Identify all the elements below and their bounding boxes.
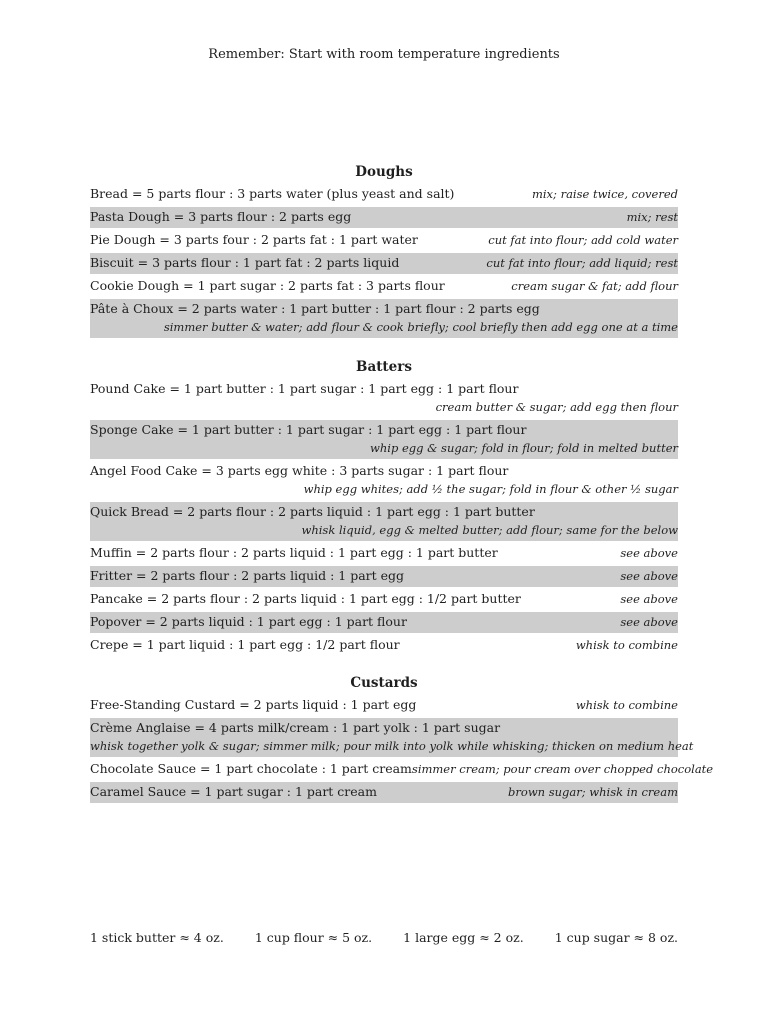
ratio-row-fritter — [90, 566, 678, 587]
method-note: whisk to combine — [575, 638, 678, 652]
ratio-row-caramel-sauce — [90, 782, 678, 803]
method-note: see above — [620, 615, 678, 629]
method-note: simmer butter & water; add flour & cook briefly; cool briefly then add egg one at a time — [163, 320, 678, 334]
ratio-formula: Chocolate Sauce = 1 part chocolate : 1 part cream — [90, 761, 412, 776]
ratio-formula: Popover = 2 parts liquid : 1 part egg : 1 part flour — [90, 614, 407, 629]
method-note: see above — [620, 569, 678, 583]
ratio-row-pound-cake — [90, 379, 678, 418]
batters-section — [90, 357, 678, 658]
ratio-formula: Pâte à Choux = 2 parts water : 1 part butter : 1 part flour : 2 parts egg — [90, 301, 540, 316]
conversion-flour: 1 cup flour ≈ 5 oz. — [254, 930, 373, 945]
ratio-formula: Angel Food Cake = 3 parts egg white : 3 parts sugar : 1 part flour — [90, 463, 509, 478]
ratio-row-pie-dough — [90, 230, 678, 251]
method-note: whip egg whites; add ½ the sugar; fold in flour & other ½ sugar — [303, 482, 678, 496]
conversion-sugar: 1 cup sugar ≈ 8 oz. — [554, 930, 678, 945]
method-note: cut fat into flour; add liquid; rest — [486, 256, 678, 270]
ratio-formula: Biscuit = 3 parts flour : 1 part fat : 2 parts liquid — [90, 255, 400, 270]
ratio-formula: Pancake = 2 parts flour : 2 parts liquid : 1 part egg : 1/2 part butter — [90, 591, 521, 606]
ratio-row-pancake — [90, 589, 678, 610]
ratio-row-bread — [90, 184, 678, 205]
ratio-row-muffin — [90, 543, 678, 564]
doughs-section — [90, 162, 678, 340]
method-note: mix; rest — [626, 210, 678, 224]
ratio-row-pate-a-choux — [90, 299, 678, 338]
method-note: cream butter & sugar; add egg then flour — [435, 400, 678, 414]
ratio-row-quick-bread — [90, 502, 678, 541]
ratio-row-free-standing-custard — [90, 695, 678, 716]
ratio-formula: Crème Anglaise = 4 parts milk/cream : 1 part yolk : 1 part sugar — [90, 720, 501, 735]
ratio-row-chocolate-sauce — [90, 759, 714, 780]
conversion-butter: 1 stick butter ≈ 4 oz. — [90, 930, 224, 945]
method-note: simmer cream; pour cream over chopped chocolate — [411, 762, 714, 776]
ratio-formula: Caramel Sauce = 1 part sugar : 1 part cream — [90, 784, 377, 799]
ratio-row-cookie-dough — [90, 276, 678, 297]
method-note: see above — [620, 546, 678, 560]
ratio-row-pasta-dough — [90, 207, 678, 228]
ratio-formula: Crepe = 1 part liquid : 1 part egg : 1/2 part flour — [90, 637, 400, 652]
ratio-row-popover — [90, 612, 678, 633]
ratio-row-creme-anglaise — [90, 718, 694, 757]
ratio-row-biscuit — [90, 253, 678, 274]
ratio-formula: Free-Standing Custard = 2 parts liquid : 1 part egg — [90, 697, 417, 712]
method-note: whisk together yolk & sugar; simmer milk; pour milk into yolk while whisking; thicken on medium heat — [90, 739, 694, 753]
ratio-formula: Cookie Dough = 1 part sugar : 2 parts fat : 3 parts flour — [90, 278, 445, 293]
ratio-formula: Pound Cake = 1 part butter : 1 part sugar : 1 part egg : 1 part flour — [90, 381, 519, 396]
section-title: Batters — [356, 359, 412, 375]
method-note: brown sugar; whisk in cream — [508, 785, 678, 799]
weight-conversions — [90, 930, 678, 945]
conversion-egg: 1 large egg ≈ 2 oz. — [403, 930, 524, 945]
ratio-formula: Fritter = 2 parts flour : 2 parts liquid : 1 part egg — [90, 568, 405, 583]
ratio-formula: Pie Dough = 3 parts four : 2 parts fat : 1 part water — [90, 232, 418, 247]
ratio-row-crepe — [90, 635, 678, 656]
ratio-formula: Quick Bread = 2 parts flour : 2 parts liquid : 1 part egg : 1 part butter — [90, 504, 535, 519]
ratio-formula: Bread = 5 parts flour : 3 parts water (plus yeast and salt) — [90, 186, 455, 201]
ratio-row-angel-food-cake — [90, 461, 678, 500]
method-note: cut fat into flour; add cold water — [488, 233, 678, 247]
ratio-row-sponge-cake — [90, 420, 678, 459]
method-note: whisk liquid, egg & melted butter; add flour; same for the below — [301, 523, 678, 537]
method-note: mix; raise twice, covered — [531, 187, 678, 201]
method-note: whip egg & sugar; fold in flour; fold in melted butter — [370, 441, 678, 455]
custards-section — [90, 673, 714, 805]
method-note: whisk to combine — [575, 698, 678, 712]
ratio-formula: Muffin = 2 parts flour : 2 parts liquid : 1 part egg : 1 part butter — [90, 545, 498, 560]
section-title: Doughs — [355, 164, 413, 180]
header-note: Remember: Start with room temperature ingredients — [208, 47, 560, 62]
method-note: see above — [620, 592, 678, 606]
section-title: Custards — [350, 675, 418, 691]
ratio-formula: Sponge Cake = 1 part butter : 1 part sugar : 1 part egg : 1 part flour — [90, 422, 527, 437]
method-note: cream sugar & fat; add flour — [511, 279, 678, 293]
ratio-formula: Pasta Dough = 3 parts flour : 2 parts egg — [90, 209, 352, 224]
